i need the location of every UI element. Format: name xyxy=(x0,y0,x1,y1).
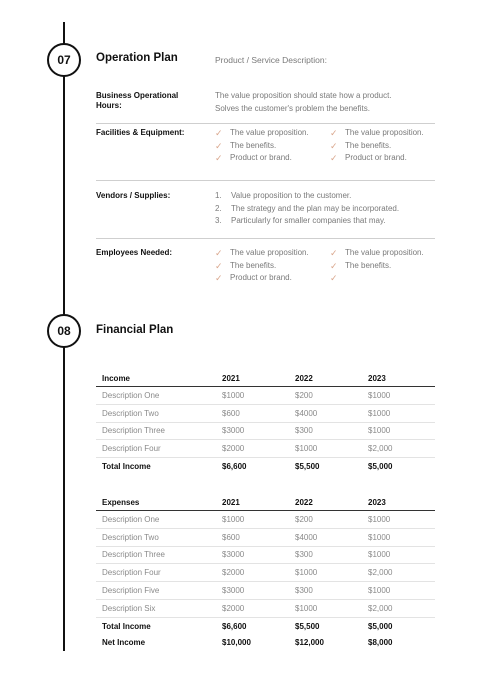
list-number: 2. xyxy=(215,203,222,213)
column-header: Income xyxy=(96,370,216,387)
check-icon: ✓ xyxy=(330,153,338,163)
check-icon: ✓ xyxy=(330,140,338,151)
check-icon: ✓ xyxy=(215,260,223,271)
check-text: The benefits. xyxy=(230,140,277,150)
row-label: Employees Needed: xyxy=(96,248,173,257)
table-row xyxy=(96,546,435,564)
table-cell: $2,000 xyxy=(362,440,435,458)
table-cell: $1000 xyxy=(362,422,435,440)
table-cell: $600 xyxy=(216,404,289,422)
column-header: Expenses xyxy=(96,494,216,511)
check-item xyxy=(215,140,309,153)
table-cell: $1000 xyxy=(362,404,435,422)
check-icon: ✓ xyxy=(330,273,338,283)
row-description xyxy=(215,90,392,115)
checklist xyxy=(215,127,309,165)
list-number: 1. xyxy=(215,191,222,200)
table-cell: Description Four xyxy=(96,440,216,458)
row-label: Business Operational Hours: xyxy=(96,91,179,110)
check-item xyxy=(330,152,424,165)
table-row xyxy=(96,387,435,405)
table-cell: $300 xyxy=(289,422,362,440)
column-header: 2022 xyxy=(289,370,362,387)
total-row xyxy=(96,458,435,475)
check-text: The benefits. xyxy=(230,260,277,270)
table-header-row xyxy=(96,370,435,387)
total-cell: $8,000 xyxy=(368,638,393,648)
section-number-badge xyxy=(47,43,81,77)
check-icon: ✓ xyxy=(215,248,223,258)
list-text: The strategy and the plan may be incorporated. xyxy=(231,203,400,213)
table-cell: $200 xyxy=(289,387,362,405)
text-line: Solves the customer's problem the benefits. xyxy=(215,103,370,113)
column-header: 2022 xyxy=(289,494,362,511)
check-item xyxy=(330,127,424,140)
check-text: The benefits. xyxy=(345,260,392,270)
divider xyxy=(96,123,435,124)
list-text: Value proposition to the customer. xyxy=(231,191,352,200)
table-cell: $1000 xyxy=(362,546,435,564)
section-number: 07 xyxy=(57,53,71,67)
table-row xyxy=(96,422,435,440)
table-row xyxy=(96,404,435,422)
table-cell: Description Two xyxy=(96,528,216,546)
check-text: Product or brand. xyxy=(230,153,292,162)
table-cell: $2000 xyxy=(216,440,289,458)
section-subtitle: Product / Service Description: xyxy=(215,55,327,65)
text-line: The value proposition should state how a product. xyxy=(215,91,392,100)
check-icon: ✓ xyxy=(330,128,338,138)
table-cell: $1000 xyxy=(289,440,362,458)
table-cell: Description Five xyxy=(96,582,216,600)
check-icon: ✓ xyxy=(330,248,338,258)
table-row xyxy=(96,564,435,582)
check-icon: ✓ xyxy=(215,128,223,138)
table-row xyxy=(96,511,435,529)
table-cell: $1000 xyxy=(289,564,362,582)
total-cell: $5,000 xyxy=(368,621,393,631)
check-text: Product or brand. xyxy=(345,153,407,162)
check-text: Product or brand. xyxy=(230,273,292,282)
total-row xyxy=(96,635,435,652)
table-cell: $600 xyxy=(216,528,289,546)
table-cell: $300 xyxy=(289,582,362,600)
list-item xyxy=(215,190,399,203)
table-cell: Description Six xyxy=(96,599,216,617)
checklist xyxy=(215,247,309,285)
numbered-list xyxy=(215,190,399,228)
table-cell: $3000 xyxy=(216,582,289,600)
total-cell: Total Income xyxy=(102,462,151,472)
check-text: The benefits. xyxy=(345,140,392,150)
check-item xyxy=(215,247,309,260)
check-icon: ✓ xyxy=(215,273,223,283)
divider xyxy=(96,180,435,181)
checklist xyxy=(330,127,424,165)
table-cell: $2000 xyxy=(216,564,289,582)
check-item xyxy=(215,127,309,140)
table-row xyxy=(96,440,435,458)
table-cell: Description One xyxy=(96,511,216,529)
check-item xyxy=(215,272,309,285)
table-cell: $2000 xyxy=(216,599,289,617)
table-cell: $1000 xyxy=(216,511,289,529)
column-header: 2023 xyxy=(362,370,435,387)
checklist xyxy=(330,247,424,285)
table-row xyxy=(96,599,435,617)
check-item xyxy=(215,152,309,165)
check-text: The value proposition. xyxy=(345,248,424,257)
check-item xyxy=(330,140,424,153)
table-cell: $1000 xyxy=(362,528,435,546)
total-cell: $12,000 xyxy=(295,638,324,648)
table-cell: Description Three xyxy=(96,422,216,440)
income-table xyxy=(96,370,435,475)
column-header: 2023 xyxy=(362,494,435,511)
list-text: Particularly for smaller companies that may. xyxy=(231,216,386,225)
row-label: Facilities & Equipment: xyxy=(96,128,185,137)
table-cell: $3000 xyxy=(216,422,289,440)
total-cell: Net Income xyxy=(102,638,146,648)
check-icon: ✓ xyxy=(215,140,223,151)
table-header-row xyxy=(96,494,435,511)
total-cell: Total Income xyxy=(102,621,151,631)
check-item xyxy=(330,260,424,273)
column-header: 2021 xyxy=(216,370,289,387)
table-cell: $2,000 xyxy=(362,599,435,617)
check-icon: ✓ xyxy=(330,260,338,271)
table-cell: Description Four xyxy=(96,564,216,582)
table-cell: $3000 xyxy=(216,546,289,564)
table-cell: Description One xyxy=(96,387,216,405)
column-header: 2021 xyxy=(216,494,289,511)
table-cell: $4000 xyxy=(289,404,362,422)
total-cell: $5,500 xyxy=(295,462,320,472)
list-number: 3. xyxy=(215,216,222,225)
table-cell: Description Two xyxy=(96,404,216,422)
list-item xyxy=(215,203,399,216)
table-cell: $1000 xyxy=(362,511,435,529)
total-row xyxy=(96,617,435,634)
section-title: Operation Plan xyxy=(96,52,178,64)
section-number: 08 xyxy=(57,324,71,338)
table-cell: $1000 xyxy=(216,387,289,405)
check-item xyxy=(330,272,424,285)
row-label: Vendors / Supplies: xyxy=(96,191,171,200)
section-title: Financial Plan xyxy=(96,324,174,336)
table-cell: $2,000 xyxy=(362,564,435,582)
divider xyxy=(96,238,435,239)
total-cell: $5,500 xyxy=(295,621,320,631)
table-cell: $1000 xyxy=(362,582,435,600)
total-cell: $6,600 xyxy=(222,621,247,631)
total-cell: $10,000 xyxy=(222,638,251,648)
table-cell: Description Three xyxy=(96,546,216,564)
check-text: The value proposition. xyxy=(345,128,424,137)
expenses-table xyxy=(96,494,435,651)
section-number-badge xyxy=(47,314,81,348)
check-text: The value proposition. xyxy=(230,248,309,257)
total-cell: $6,600 xyxy=(222,462,247,472)
table-row xyxy=(96,582,435,600)
table-cell: $200 xyxy=(289,511,362,529)
table-cell: $300 xyxy=(289,546,362,564)
table-cell: $1000 xyxy=(362,387,435,405)
check-text: The value proposition. xyxy=(230,128,309,137)
check-icon: ✓ xyxy=(215,153,223,163)
table-cell: $1000 xyxy=(289,599,362,617)
total-cell: $5,000 xyxy=(368,462,393,472)
list-item xyxy=(215,215,399,228)
check-item xyxy=(330,247,424,260)
table-cell: $4000 xyxy=(289,528,362,546)
table-row xyxy=(96,528,435,546)
check-item xyxy=(215,260,309,273)
